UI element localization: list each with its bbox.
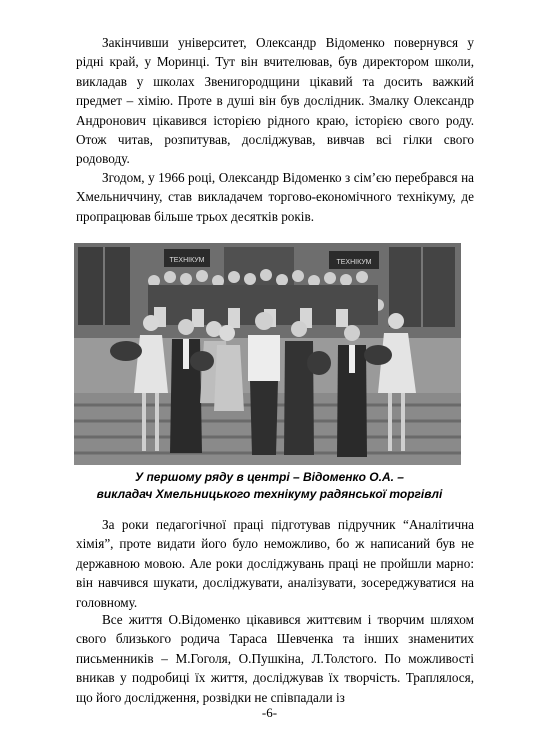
photo-caption-line1: У першому ряду в центрі – Відоменко О.А. – bbox=[135, 470, 404, 484]
group-photo bbox=[74, 243, 461, 465]
page-number: -6- bbox=[261, 705, 278, 720]
photo-caption-line2: викладач Хмельницького технікуму радянської торгівлі bbox=[96, 487, 443, 501]
paragraph-khmelnytsky: Згодом, у 1966 році, Олександр Відоменко з сім’єю перебрався на Хмельниччину, став викладачем торгово-економічного технікуму, де пропрацював більше трьох десятків років. bbox=[76, 170, 474, 224]
paragraph-shevchenko: Все життя О.Відоменко цікавився життєвим і творчим шляхом свого близького родича Тараса Шевченка та інших знаменитих письменників – М.Гоголя, О.Пушкіна, Л.Толстого. По можливості вникав у подробиці їх життя, досліджував їх творчість. Траплялося, що його дослідження, розвідки не співпадали із bbox=[76, 612, 474, 705]
sign-right: ТЕХНІКУМ bbox=[336, 259, 372, 266]
sign-left: ТЕХНІКУМ bbox=[169, 257, 205, 264]
paragraph-university: Закінчивши університет, Олександр Відоменко повернувся у рідні край, у Моринці. Тут він вчителював, був директором школи, викладав у школах Звенигородщини цікавий та досить важкий предмет – хімію. Проте в душі він був дослідник. Змалку Олександр Андронович цікавився історією рідного краю, історією свого роду. Отож читав, розпитував, досліджував, вивчав всі гілки свого родоводу. bbox=[76, 35, 474, 167]
paragraph-textbook: За роки педагогічної праці підготував підручник “Аналітична хімія”, проте видати його було неможливо, бо ж написаний був не державною мовою. Але роки досліджувань праці не пройшли марно: він навчився шукати, досліджувати, аналізувати, зосереджуватися на головному. bbox=[76, 517, 474, 610]
